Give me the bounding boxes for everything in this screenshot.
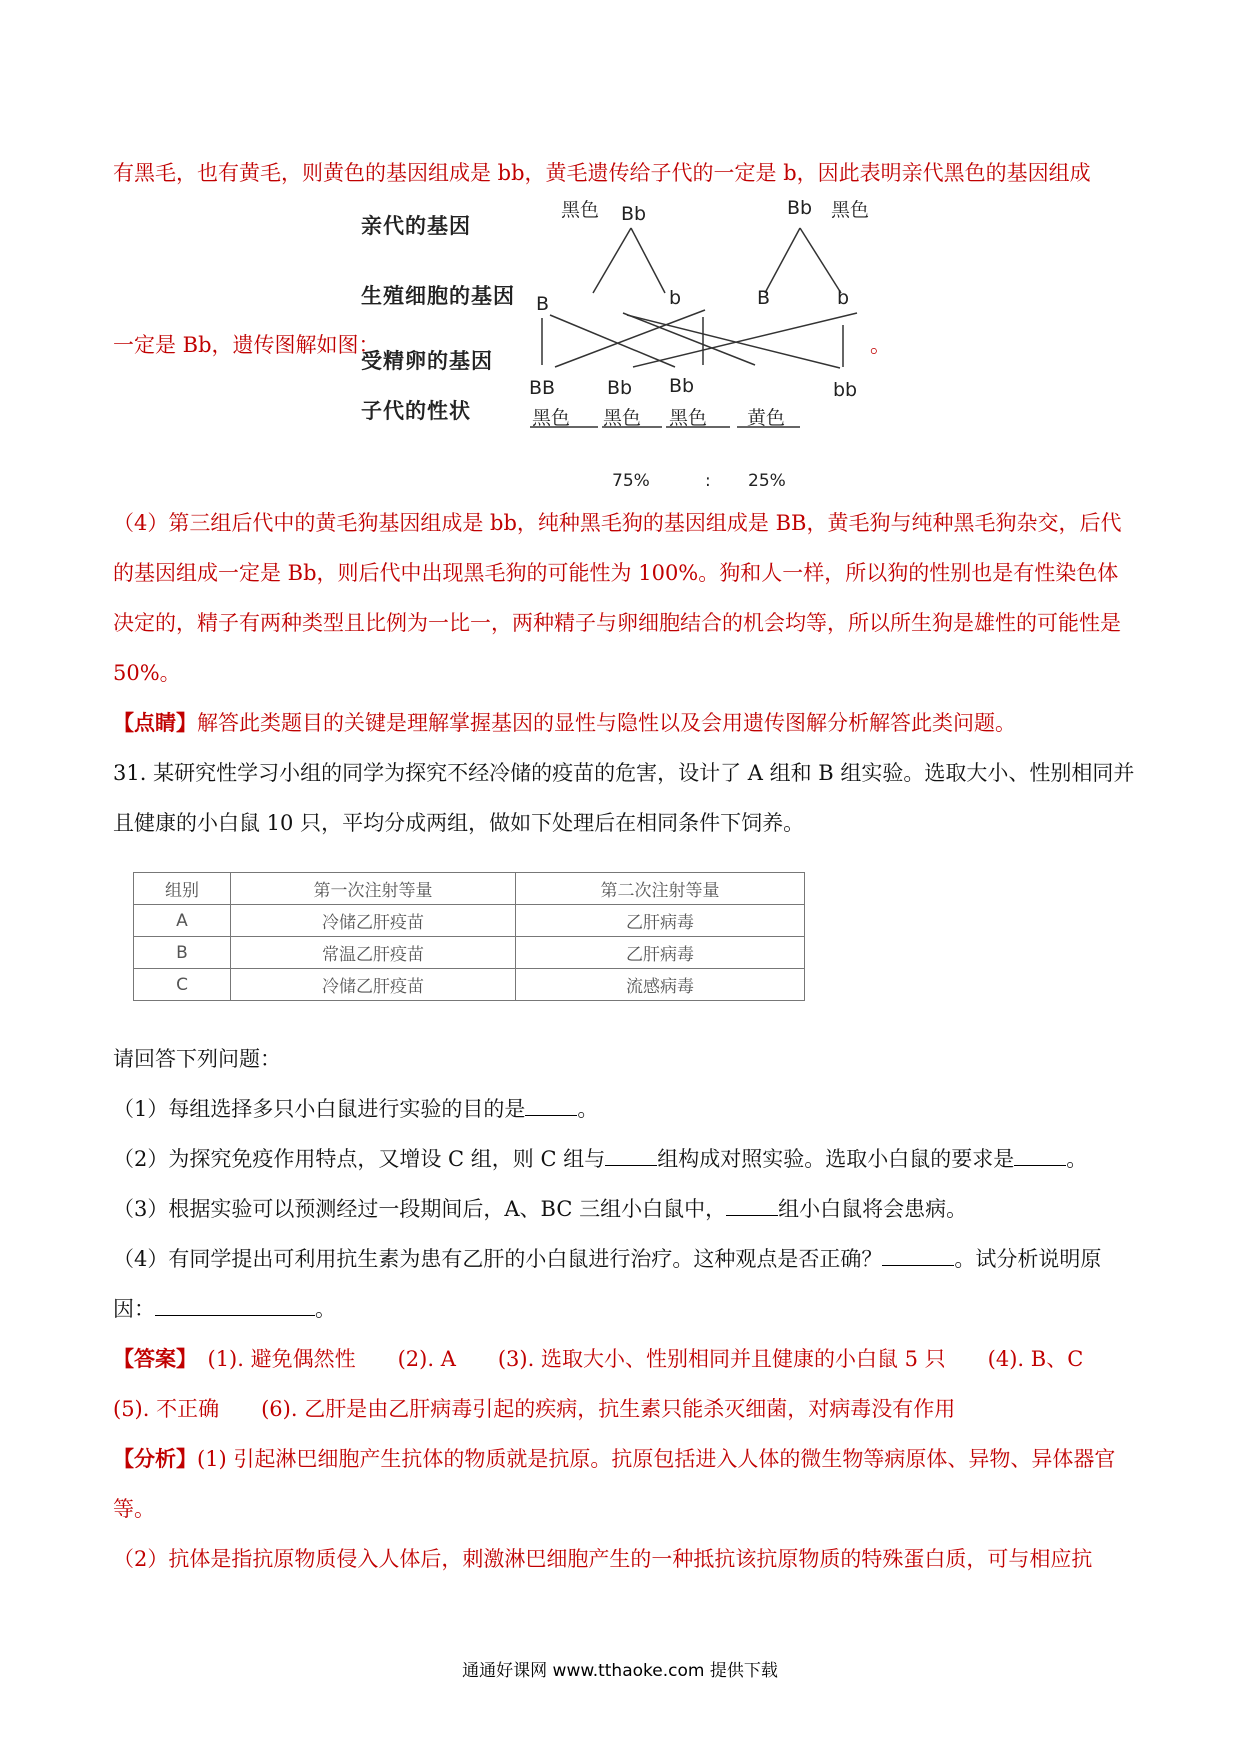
- line-1: 有黑毛，也有黄毛，则黄色的基因组成是 bb，黄毛遗传给子代的一定是 b，因此表明亲代黑色的基因组成: [113, 161, 1091, 185]
- experiment-table: [133, 872, 805, 1001]
- table-cell: C: [134, 969, 231, 1001]
- sub-question-2: [113, 1134, 1135, 1184]
- parent-left-gene: Bb: [621, 203, 647, 225]
- dianjing-tag: 【点睛】: [113, 710, 197, 735]
- sub-question-3-end: 组小白鼠将会患病。: [778, 1197, 968, 1221]
- gamete-4: b: [837, 287, 850, 309]
- row-label-zygote: 受精卵的基因: [361, 349, 493, 373]
- gamete-2: b: [669, 287, 682, 309]
- table-header-first: 第一次注射等量: [231, 873, 516, 905]
- dianjing-text: 解答此类题目的关键是理解掌握基因的显性与隐性以及会用遗传图解分析解答此类问题。: [197, 711, 1016, 735]
- sub-question-2-text: （2）为探究免疫作用特点，又增设 C 组，则 C 组与: [113, 1147, 606, 1171]
- analysis-text-1: (1) 引起淋巴细胞产生抗体的物质就是抗原。抗原包括进入人体的微生物等病原体、异物、异体器官等。: [113, 1447, 1116, 1521]
- analysis-1: [113, 1434, 1135, 1534]
- table-cell: 流感病毒: [516, 969, 805, 1001]
- table-cell: 冷储乙肝疫苗: [231, 905, 516, 937]
- table-header-group: 组别: [134, 873, 231, 905]
- table-row: [134, 969, 805, 1001]
- question-31: 31. 某研究性学习小组的同学为探究不经冷储的疫苗的危害，设计了 A 组和 B 组实验。选取大小、性别相同并且健康的小白鼠 10 只，平均分成两组，做如下处理后在相同条件下饲养。: [113, 761, 1135, 835]
- zygote-1: BB: [529, 377, 556, 399]
- table-cell: B: [134, 937, 231, 969]
- row-label-trait: 子代的性状: [361, 399, 471, 423]
- trait-1: 黑色: [532, 407, 571, 429]
- ratio-black: 75%: [612, 471, 650, 491]
- gamete-3: B: [757, 287, 771, 309]
- blank-1[interactable]: [525, 1093, 577, 1116]
- blank-6[interactable]: [155, 1293, 315, 1316]
- sub-question-4-end: 。: [315, 1297, 336, 1321]
- sub-question-3-text: （3）根据实验可以预测经过一段期间后，A、BC 三组小白鼠中，: [113, 1197, 727, 1221]
- sub-question-2-mid: 组构成对照实验。选取小白鼠的要求是: [657, 1147, 1015, 1171]
- sub-question-1-text: （1）每组选择多只小白鼠进行实验的目的是: [113, 1097, 526, 1121]
- table-cell: 乙肝病毒: [516, 937, 805, 969]
- table-cell: 常温乙肝疫苗: [231, 937, 516, 969]
- trait-2: 黑色: [603, 407, 642, 429]
- table-cell: A: [134, 905, 231, 937]
- blank-2[interactable]: [605, 1143, 657, 1166]
- trait-4: 黄色: [747, 407, 786, 429]
- line-2-end: 。: [870, 333, 891, 357]
- genetic-diagram: [361, 197, 905, 505]
- answer-text: (1). 避免偶然性 (2). A (3). 选取大小、性别相同并且健康的小白鼠 5 只 (4). B、C (5). 不正确 (6). 乙肝是由乙肝病毒引起的疾病，抗生素只能杀灭细菌，对病毒没有作用: [113, 1347, 1126, 1421]
- table-header-row: [134, 873, 805, 905]
- zygote-4: bb: [833, 379, 858, 401]
- parent-right-gene: Bb: [787, 197, 813, 219]
- sub-question-1: [113, 1084, 1135, 1134]
- table-cell: 乙肝病毒: [516, 905, 805, 937]
- answer: [113, 1334, 1135, 1434]
- answer-tag: 【答案】: [113, 1346, 187, 1371]
- sub-question-4-text: （4）有同学提出可利用抗生素为患有乙肝的小白鼠进行治疗。这种观点是否正确？: [113, 1247, 883, 1271]
- sub-question-2-end: 。: [1066, 1147, 1088, 1171]
- zygote-3: Bb: [669, 375, 695, 397]
- row-label-parent: 亲代的基因: [361, 214, 471, 238]
- ratio-separator: :: [705, 471, 711, 491]
- zygote-2: Bb: [607, 377, 633, 399]
- table-header-second: 第二次注射等量: [516, 873, 805, 905]
- table-cell: 冷储乙肝疫苗: [231, 969, 516, 1001]
- table-row: [134, 905, 805, 937]
- footer: 通通好课网 www.tthaoke.com 提供下载: [462, 1661, 778, 1681]
- blank-4[interactable]: [726, 1193, 778, 1216]
- analysis-2: （2）抗体是指抗原物质侵入人体后，刺激淋巴细胞产生的一种抵抗该抗原物质的特殊蛋白质，可与相应抗: [113, 1547, 1093, 1571]
- blank-5[interactable]: [882, 1243, 954, 1266]
- paragraph-4: （4）第三组后代中的黄毛狗基因组成是 bb，纯种黑毛狗的基因组成是 BB，黄毛狗与纯种黑毛狗杂交，后代的基因组成一定是 Bb，则后代中出现黑毛狗的可能性为 100%。狗和人一样，所以狗的性别也是有性染色体决定的，精子有两种类型且比例为一比一，两种精子与卵细胞结合的机会均等，所以所生狗是雄性的可能性是 50%。: [113, 511, 1122, 685]
- table-row: [134, 937, 805, 969]
- row-label-gamete: 生殖细胞的基因: [361, 284, 515, 308]
- gamete-1: B: [536, 293, 550, 315]
- sub-question-1-end: 。: [577, 1097, 599, 1121]
- parent-left-color: 黑色: [561, 199, 600, 221]
- blank-3[interactable]: [1014, 1143, 1066, 1166]
- analysis-tag: 【分析】: [113, 1446, 197, 1471]
- dianjing: [113, 698, 1135, 748]
- sub-question-4-mid: 。试分析说明原因：: [113, 1247, 1102, 1321]
- line-2-text: 一定是 Bb，遗传图解如图：: [113, 333, 380, 357]
- trait-3: 黑色: [669, 407, 708, 429]
- sub-question-4: [113, 1234, 1135, 1334]
- ratio-yellow: 25%: [748, 471, 786, 491]
- sub-question-3: [113, 1184, 1135, 1234]
- parent-right-color: 黑色: [831, 199, 870, 221]
- prompt: 请回答下列问题：: [113, 1047, 281, 1071]
